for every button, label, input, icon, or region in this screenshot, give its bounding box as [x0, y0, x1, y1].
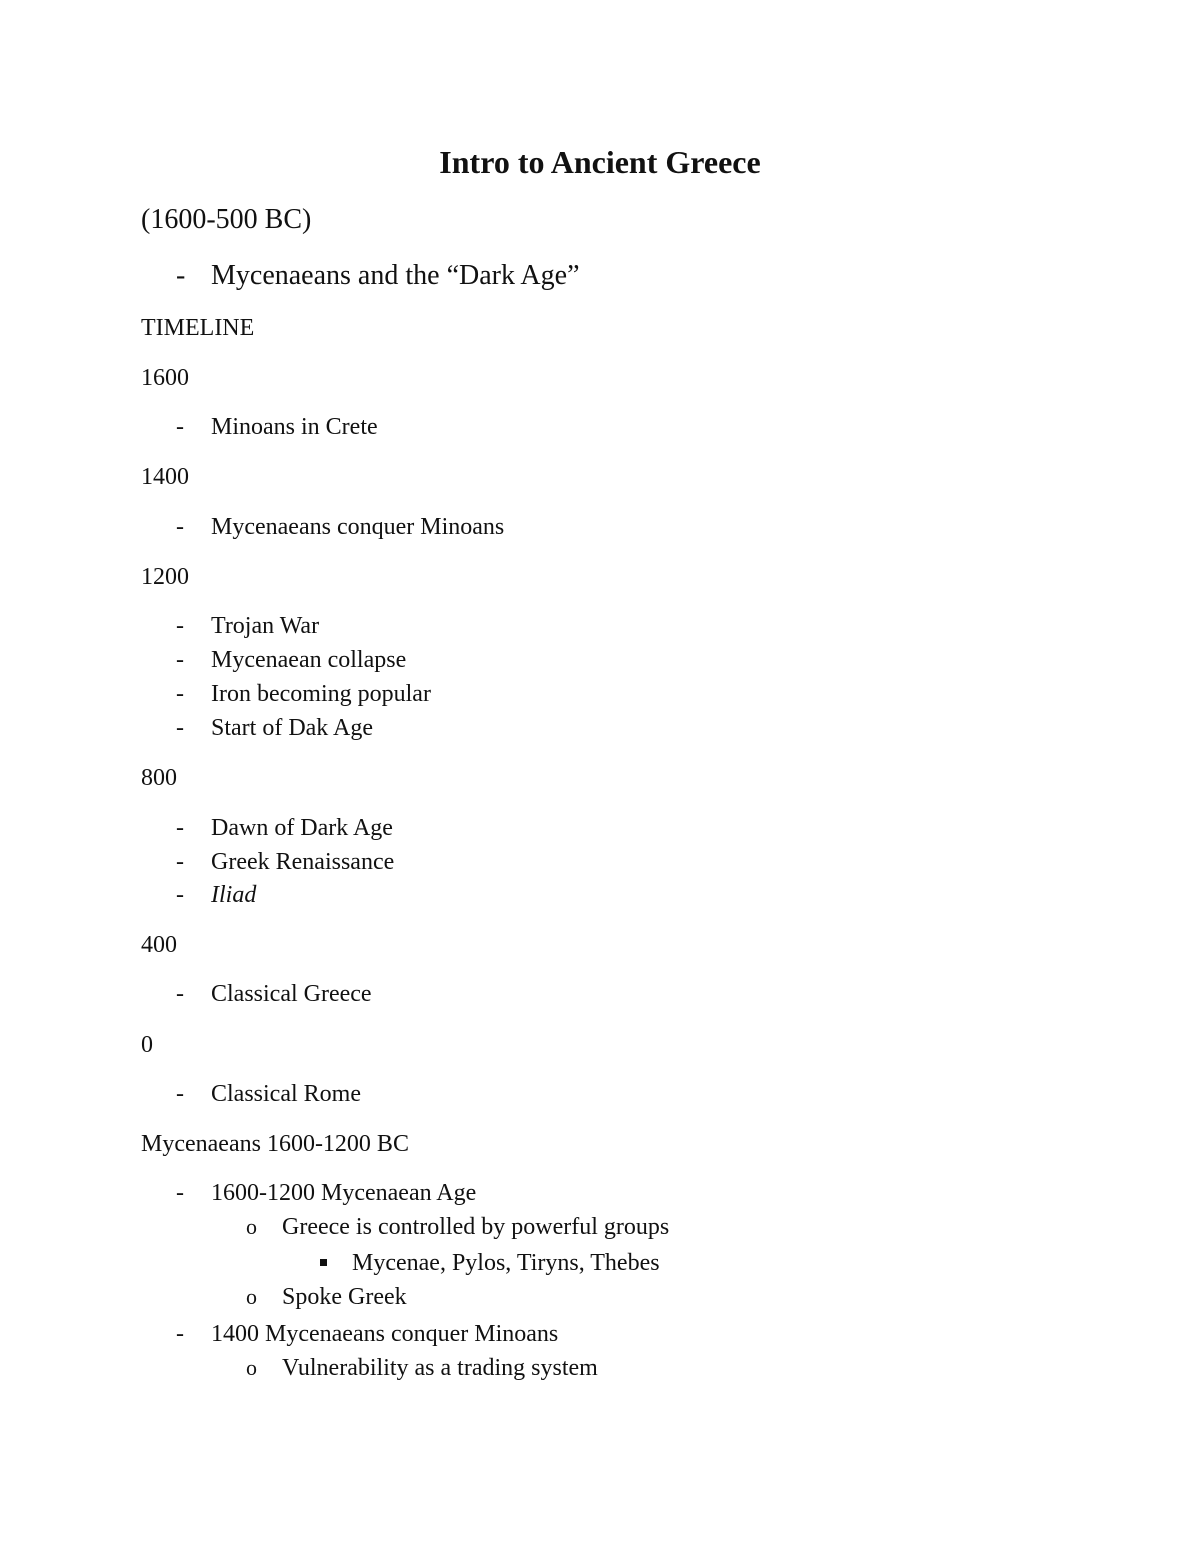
timeline-year: 0 — [141, 1032, 153, 1058]
dash-bullet: - — [176, 681, 184, 707]
list-item-text: Iron becoming popular — [211, 681, 431, 707]
list-item-text: Spoke Greek — [282, 1284, 407, 1310]
dash-bullet: - — [176, 647, 184, 673]
dash-bullet: - — [176, 882, 184, 908]
list-item-text: Iliad — [211, 882, 257, 908]
list-item-text: Mycenaeans and the “Dark Age” — [211, 260, 580, 291]
dash-bullet: - — [176, 260, 186, 291]
dash-bullet: - — [176, 613, 184, 639]
timeline-year: 1200 — [141, 564, 189, 590]
circle-bullet: o — [246, 1214, 257, 1239]
document-title: Intro to Ancient Greece — [439, 144, 761, 180]
list-item-text: Classical Rome — [211, 1081, 361, 1107]
list-item-text: Mycenae, Pylos, Tiryns, Thebes — [352, 1250, 660, 1276]
dash-bullet: - — [176, 414, 184, 440]
dash-bullet: - — [176, 815, 184, 841]
circle-bullet: o — [246, 1284, 257, 1309]
list-item-text: Greece is controlled by powerful groups — [282, 1214, 670, 1240]
list-item-text: Minoans in Crete — [211, 414, 378, 440]
dash-bullet: - — [176, 1321, 184, 1347]
list-item-text: Dawn of Dark Age — [211, 815, 393, 841]
dash-bullet: - — [176, 1081, 184, 1107]
circle-bullet: o — [246, 1355, 257, 1380]
timeline-year: 800 — [141, 765, 177, 791]
date-range: (1600-500 BC) — [141, 204, 312, 235]
dash-bullet: - — [176, 981, 184, 1007]
list-item-text: Mycenaean collapse — [211, 647, 407, 673]
dash-bullet: - — [176, 849, 184, 875]
list-item-text: Classical Greece — [211, 981, 372, 1007]
list-item-text: Greek Renaissance — [211, 849, 395, 875]
list-item-text: Start of Dak Age — [211, 715, 373, 741]
dash-bullet: - — [176, 715, 184, 741]
list-item-text: Trojan War — [211, 613, 320, 639]
timeline-year: 1400 — [141, 464, 189, 490]
square-bullet-icon — [320, 1259, 327, 1266]
timeline-heading: TIMELINE — [141, 315, 255, 341]
timeline-year: 400 — [141, 932, 177, 958]
timeline-year: 1600 — [141, 365, 189, 391]
dash-bullet: - — [176, 514, 184, 540]
list-item-text: Vulnerability as a trading system — [282, 1355, 598, 1381]
list-item-text: 1600-1200 Mycenaean Age — [211, 1180, 477, 1206]
list-item-text: Mycenaeans conquer Minoans — [211, 514, 505, 540]
dash-bullet: - — [176, 1180, 184, 1206]
section-heading: Mycenaeans 1600-1200 BC — [141, 1131, 409, 1157]
list-item-text: 1400 Mycenaeans conquer Minoans — [211, 1321, 559, 1347]
